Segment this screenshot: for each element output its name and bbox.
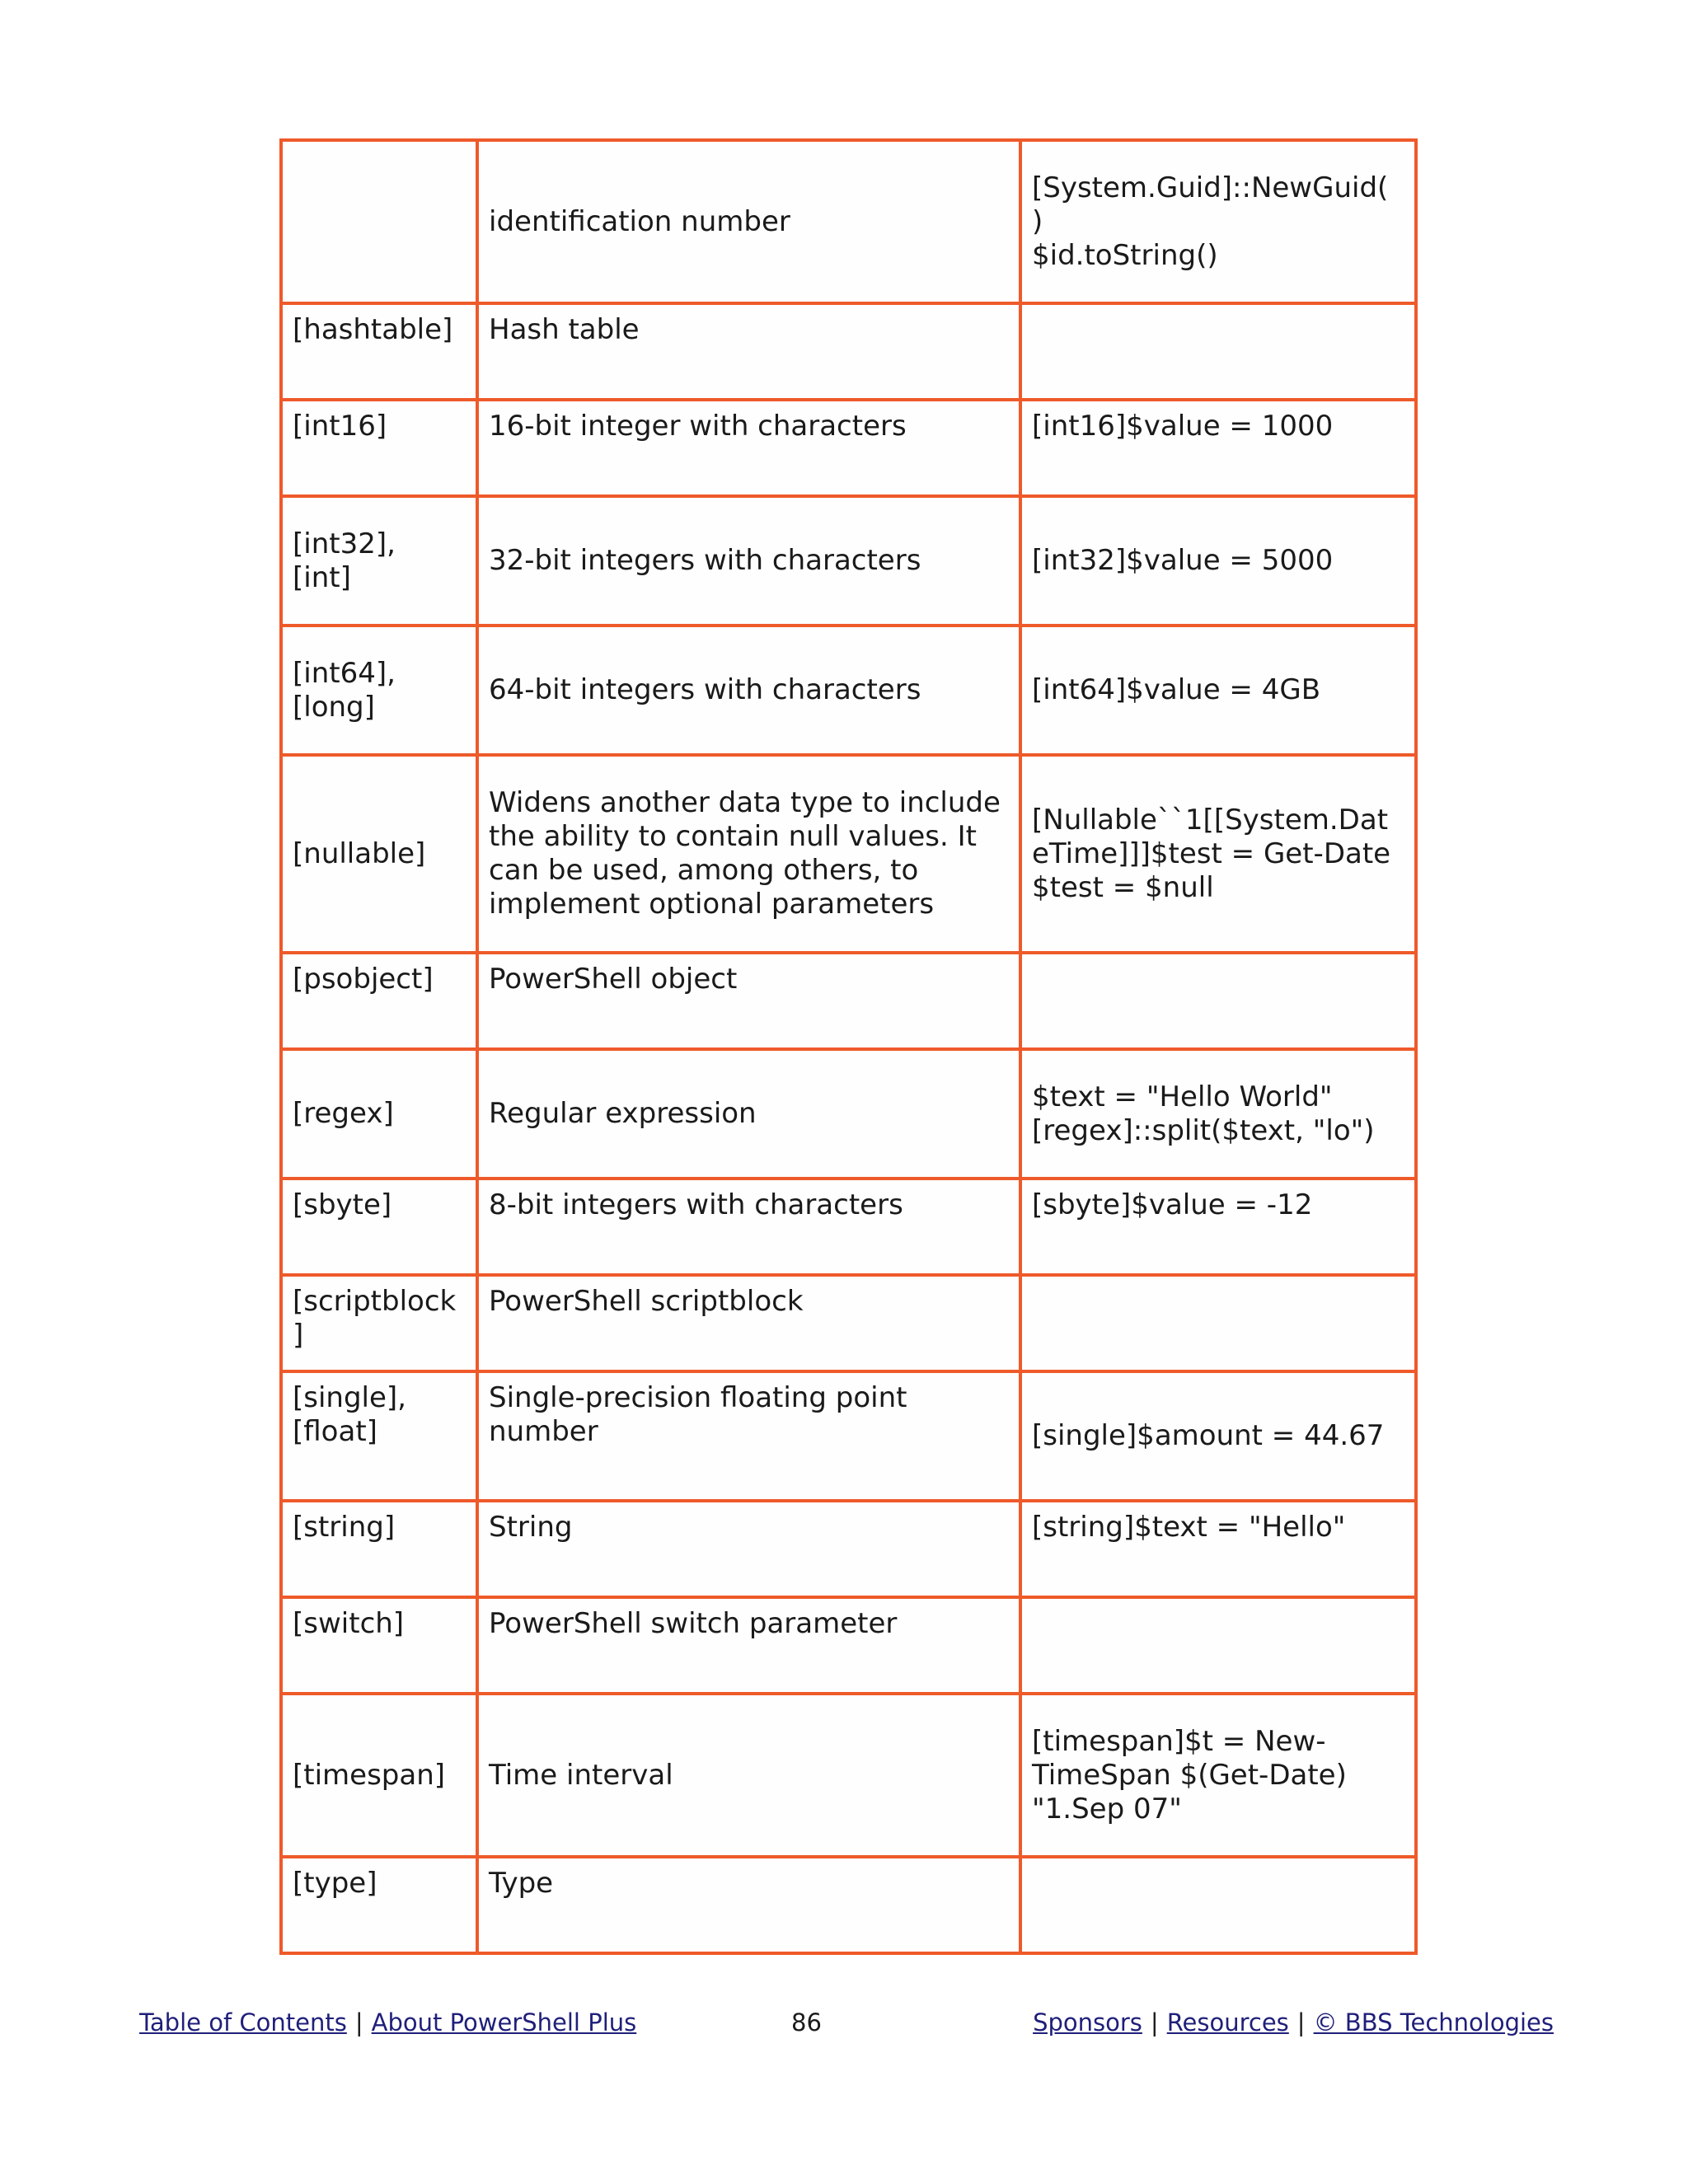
example-cell: [sbyte]$value = -12 bbox=[1020, 1179, 1416, 1275]
type-cell bbox=[281, 140, 477, 303]
copyright-link[interactable]: © BBS Technologies bbox=[1313, 2008, 1554, 2036]
table-row bbox=[281, 1275, 1416, 1371]
example-cell: [System.Guid]::NewGuid( ) $id.toString() bbox=[1020, 140, 1416, 303]
table-row bbox=[281, 140, 1416, 303]
type-cell: [single], [float] bbox=[281, 1371, 477, 1501]
type-cell: [int16] bbox=[281, 400, 477, 496]
example-cell: [string]$text = "Hello" bbox=[1020, 1501, 1416, 1597]
description-cell: Regular expression bbox=[477, 1049, 1020, 1179]
example-cell: [int64]$value = 4GB bbox=[1020, 626, 1416, 755]
table-row bbox=[281, 303, 1416, 400]
example-cell bbox=[1020, 1275, 1416, 1371]
about-powershell-plus-link[interactable]: About PowerShell Plus bbox=[371, 2008, 637, 2036]
example-cell bbox=[1020, 1597, 1416, 1694]
type-cell: [type] bbox=[281, 1857, 477, 1953]
type-cell: [psobject] bbox=[281, 953, 477, 1049]
description-cell: Widens another data type to include the ability to contain null values. It can be used, among others, to implement optional parameters bbox=[477, 755, 1020, 953]
description-cell: PowerShell switch parameter bbox=[477, 1597, 1020, 1694]
description-cell: identification number bbox=[477, 140, 1020, 303]
table-row bbox=[281, 1049, 1416, 1179]
description-cell: PowerShell object bbox=[477, 953, 1020, 1049]
table-row bbox=[281, 1597, 1416, 1694]
description-cell: Type bbox=[477, 1857, 1020, 1953]
table-row bbox=[281, 626, 1416, 755]
type-cell: [timespan] bbox=[281, 1694, 477, 1857]
description-cell: String bbox=[477, 1501, 1020, 1597]
table-row bbox=[281, 1179, 1416, 1275]
sponsors-link[interactable]: Sponsors bbox=[1033, 2008, 1142, 2036]
table-row bbox=[281, 400, 1416, 496]
example-cell: [Nullable``1[[System.Dat eTime]]]$test = Get-Date $test = $null bbox=[1020, 755, 1416, 953]
description-cell: Time interval bbox=[477, 1694, 1020, 1857]
data-types-table bbox=[279, 138, 1418, 1955]
example-cell: $text = "Hello World" [regex]::split($text, "lo") bbox=[1020, 1049, 1416, 1179]
page-number: 86 bbox=[791, 2008, 822, 2036]
footer-left-links bbox=[139, 2008, 636, 2037]
table-row bbox=[281, 1694, 1416, 1857]
type-cell: [nullable] bbox=[281, 755, 477, 953]
example-cell bbox=[1020, 1857, 1416, 1953]
footer-right-links bbox=[1033, 2008, 1554, 2037]
type-cell: [sbyte] bbox=[281, 1179, 477, 1275]
description-cell: Single-precision floating point number bbox=[477, 1371, 1020, 1501]
type-cell: [int32], [int] bbox=[281, 496, 477, 626]
example-cell bbox=[1020, 303, 1416, 400]
example-cell: [single]$amount = 44.67 bbox=[1020, 1371, 1416, 1501]
type-cell: [switch] bbox=[281, 1597, 477, 1694]
table-of-contents-link[interactable]: Table of Contents bbox=[139, 2008, 347, 2036]
example-cell: [timespan]$t = New- TimeSpan $(Get-Date) "1.Sep 07" bbox=[1020, 1694, 1416, 1857]
description-cell: PowerShell scriptblock bbox=[477, 1275, 1020, 1371]
description-cell: 32-bit integers with characters bbox=[477, 496, 1020, 626]
table-row bbox=[281, 1857, 1416, 1953]
type-cell: [string] bbox=[281, 1501, 477, 1597]
example-cell: [int32]$value = 5000 bbox=[1020, 496, 1416, 626]
example-cell bbox=[1020, 953, 1416, 1049]
table-row bbox=[281, 496, 1416, 626]
footer-separator: | bbox=[1296, 2008, 1306, 2036]
table-row bbox=[281, 1371, 1416, 1501]
type-cell: [scriptblock] bbox=[281, 1275, 477, 1371]
footer-separator: | bbox=[354, 2008, 363, 2036]
type-cell: [int64], [long] bbox=[281, 626, 477, 755]
footer-separator: | bbox=[1150, 2008, 1159, 2036]
type-cell: [regex] bbox=[281, 1049, 477, 1179]
table-row bbox=[281, 1501, 1416, 1597]
description-cell: Hash table bbox=[477, 303, 1020, 400]
description-cell: 16-bit integer with characters bbox=[477, 400, 1020, 496]
example-cell: [int16]$value = 1000 bbox=[1020, 400, 1416, 496]
description-cell: 8-bit integers with characters bbox=[477, 1179, 1020, 1275]
description-cell: 64-bit integers with characters bbox=[477, 626, 1020, 755]
table-row bbox=[281, 953, 1416, 1049]
resources-link[interactable]: Resources bbox=[1166, 2008, 1289, 2036]
table-row bbox=[281, 755, 1416, 953]
type-cell: [hashtable] bbox=[281, 303, 477, 400]
